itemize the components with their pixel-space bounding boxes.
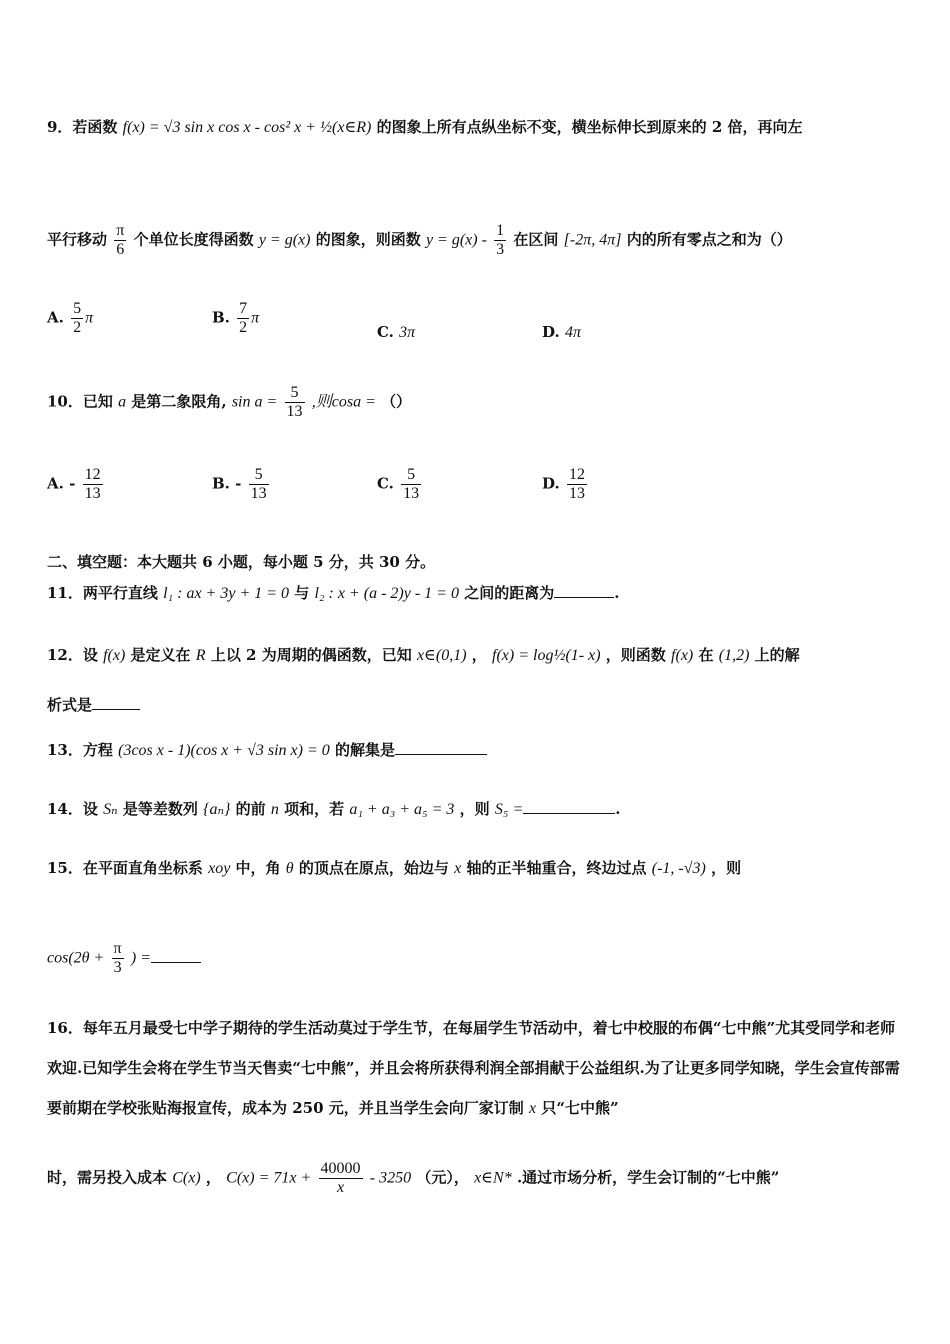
q14-t2: 的前 bbox=[235, 800, 266, 818]
q10-option-c-num: 5 bbox=[401, 466, 421, 485]
q9-g2-den: 3 bbox=[496, 241, 505, 258]
q9-text3: 个单位长度得函数 bbox=[133, 230, 254, 249]
q10-option-b-sign: - bbox=[235, 474, 242, 493]
q15-theta: θ bbox=[285, 860, 294, 877]
q9-option-b-num: 7 bbox=[239, 300, 248, 317]
q12-t2: 上以 2 为周期的偶函数，已知 bbox=[210, 646, 412, 664]
q16-cost-eq: C(x) = 71x + bbox=[226, 1169, 312, 1187]
q10-option-c-den: 13 bbox=[403, 485, 420, 502]
q15-t2: 的顶点在原点，始边与 bbox=[298, 859, 449, 877]
q16-text-6: .通过市场分析，学生会订制的“七中熊” bbox=[516, 1168, 780, 1187]
q12-expr: f(x) = log½(1- x) bbox=[492, 647, 601, 664]
q14-an: {aₙ} bbox=[203, 801, 231, 818]
q9-interval: [-2π, 4π] bbox=[563, 231, 622, 249]
q10-option-b[interactable] bbox=[212, 466, 271, 503]
q9-option-c[interactable] bbox=[377, 323, 415, 342]
q12-t4: ，则函数 bbox=[605, 646, 666, 664]
q9-text4: 的图象，则函数 bbox=[315, 230, 421, 249]
q10-text2: ,则cosa = bbox=[311, 393, 376, 411]
q9-g2-num: 1 bbox=[496, 222, 505, 239]
q9-option-b[interactable] bbox=[212, 300, 259, 337]
q11-answer-blank[interactable] bbox=[554, 583, 614, 598]
q12-domain: x∈(0,1) bbox=[416, 647, 467, 664]
q9-shift-den: 6 bbox=[116, 241, 125, 258]
q12-fx: f(x) bbox=[103, 647, 126, 664]
q10-option-a-den: 13 bbox=[84, 485, 101, 502]
q16-text-5: （元）， bbox=[416, 1168, 469, 1187]
q14-t4: ，则 bbox=[459, 800, 490, 818]
q13-tail: 的解集是 bbox=[335, 741, 396, 759]
q9-formula: f(x) = √3 sin x cos x - cos² x + ½(x∈R) bbox=[122, 119, 372, 136]
q9-option-d[interactable] bbox=[542, 323, 581, 342]
q10-option-a-frac bbox=[83, 466, 103, 503]
q10-option-b-den: 13 bbox=[250, 485, 267, 502]
q10-option-b-label: B. bbox=[212, 474, 230, 493]
q16-text-3: 时，需另投入成本 bbox=[47, 1168, 168, 1187]
q10-option-d-num: 12 bbox=[568, 466, 585, 483]
q16-text-4: ， bbox=[205, 1168, 221, 1187]
q10-number: 10．已知 bbox=[47, 392, 113, 411]
q15-t4: ，则 bbox=[711, 859, 742, 877]
q9-text2: 平行移动 bbox=[47, 230, 108, 249]
q12-number: 12．设 bbox=[47, 646, 98, 664]
q10-option-d-frac bbox=[567, 466, 587, 503]
question-9-line-1 bbox=[47, 116, 803, 137]
q10-option-a-num: 12 bbox=[84, 466, 101, 483]
q16-cost-den: x bbox=[336, 1179, 345, 1196]
q15-answer-blank[interactable] bbox=[151, 948, 201, 963]
q10-option-d-den: 13 bbox=[568, 485, 585, 502]
q11-line-1-eq: l₁ : ax + 3y + 1 = 0 bbox=[163, 585, 290, 602]
q9-shift-num: π bbox=[116, 222, 125, 239]
q10-sin-num: 5 bbox=[285, 384, 305, 403]
q12-R: R bbox=[195, 647, 206, 664]
q16-cost-num: 40000 bbox=[320, 1160, 361, 1177]
q15-expr-a: cos(2θ + bbox=[47, 949, 105, 967]
question-16-paragraph bbox=[47, 1008, 907, 1129]
q11-number: 11．两平行直线 bbox=[47, 584, 158, 602]
q12-t6: 上的解 bbox=[754, 646, 800, 664]
q14-condition: a₁ + a₃ + a₅ = 3 bbox=[349, 801, 455, 818]
q10-option-c-frac bbox=[401, 466, 421, 503]
q11-tail: 之间的距离为 bbox=[464, 584, 555, 602]
q9-option-a-num: 5 bbox=[73, 300, 82, 317]
question-13-line bbox=[47, 739, 487, 760]
q10-option-c[interactable] bbox=[377, 466, 423, 503]
q9-text: 的图象上所有点纵坐标不变，横坐标伸长到原来的 2 倍，再向左 bbox=[376, 118, 803, 136]
q10-alpha: a bbox=[118, 393, 127, 411]
q10-option-d[interactable] bbox=[542, 466, 589, 503]
q9-option-c-value: 3π bbox=[399, 324, 416, 341]
q14-Sn: Sₙ bbox=[103, 801, 118, 818]
q15-expr-b: ) = bbox=[130, 949, 151, 967]
q15-t3: 轴的正半轴重合，终边过点 bbox=[466, 859, 647, 877]
q11-line-2-eq: l₂ : x + (a - 2)y - 1 = 0 bbox=[314, 585, 459, 602]
q9-g2-fraction bbox=[494, 222, 506, 259]
q14-answer-blank[interactable] bbox=[523, 799, 615, 814]
q12-answer-blank[interactable] bbox=[92, 695, 140, 710]
question-9-line-2 bbox=[47, 222, 792, 259]
q9-option-b-den: 2 bbox=[239, 319, 248, 336]
q9-option-b-tail: π bbox=[251, 309, 260, 327]
q15-number: 15．在平面直角坐标系 bbox=[47, 859, 203, 877]
q14-end: . bbox=[615, 800, 621, 818]
q14-t3: 项和，若 bbox=[284, 800, 345, 818]
q16-text-1: 16．每年五月最受七中学子期待的学生活动莫过于学生节，在每届学生节活动中，着七中校服的布偶“七中熊”尤其受同学和老师欢迎.已知学生会将在学生节当天售卖“七中熊”，并且会将所获得利润全部捐献于公益组织.为了让更多同学知晓，学生会宣传部需要前期在学校张贴海报宣传，成本为 250 元，并且当学生会向厂家订制 bbox=[47, 1019, 900, 1117]
question-11-line bbox=[47, 582, 619, 603]
q16-Cx: C(x) bbox=[172, 1169, 201, 1187]
q10-option-c-label: C. bbox=[377, 474, 394, 493]
q10-paren: （） bbox=[381, 392, 412, 411]
q9-option-c-label: C. bbox=[377, 323, 394, 341]
q13-equation: (3cos x - 1)(cos x + √3 sin x) = 0 bbox=[118, 742, 330, 759]
q16-cost-tail: - 3250 bbox=[369, 1169, 412, 1187]
q15-x: x bbox=[454, 860, 462, 877]
q9-option-a-den: 2 bbox=[73, 319, 82, 336]
q9-option-d-label: D. bbox=[542, 323, 560, 341]
q10-option-a[interactable] bbox=[47, 466, 105, 503]
q13-number: 13．方程 bbox=[47, 741, 113, 759]
q9-option-b-frac bbox=[237, 300, 249, 337]
q16-cost-frac bbox=[319, 1160, 363, 1197]
section-2-heading: 二、填空题：本大题共 6 小题，每小题 5 分，共 30 分。 bbox=[47, 553, 436, 571]
q11-mid: 与 bbox=[294, 584, 310, 602]
q16-text-2: 只“七中熊” bbox=[541, 1099, 619, 1117]
question-16-line-cost bbox=[47, 1160, 779, 1197]
q10-option-a-sign: - bbox=[69, 474, 76, 493]
q10-sin-frac bbox=[285, 384, 305, 421]
q16-x: x bbox=[529, 1100, 537, 1117]
q10-option-b-frac bbox=[249, 466, 269, 503]
q12-t5: 在 bbox=[698, 646, 714, 664]
q9-option-a-label: A. bbox=[47, 308, 64, 327]
q14-n: n bbox=[270, 801, 279, 818]
q13-answer-blank[interactable] bbox=[395, 740, 487, 755]
q9-text6: 内的所有零点之和为（） bbox=[626, 230, 792, 249]
q14-t1: 是等差数列 bbox=[122, 800, 198, 818]
q12-line2: 析式是 bbox=[47, 696, 93, 714]
q15-expr-den: 3 bbox=[113, 959, 122, 976]
q15-xoy: xoy bbox=[208, 860, 231, 877]
q10-option-a-label: A. bbox=[47, 474, 64, 493]
question-12-line-1 bbox=[47, 644, 800, 665]
question-10-line bbox=[47, 384, 411, 421]
q14-S5: S₅ = bbox=[494, 801, 524, 818]
q12-t3: ， bbox=[471, 646, 487, 664]
q9-option-a-frac bbox=[71, 300, 83, 337]
q12-fx2: f(x) bbox=[671, 647, 694, 664]
question-14-line bbox=[47, 798, 620, 819]
q15-expr-frac bbox=[112, 940, 124, 977]
q10-sin-den: 13 bbox=[286, 403, 303, 420]
q14-number: 14．设 bbox=[47, 800, 98, 818]
q10-text1: 是第二象限角, bbox=[131, 392, 227, 411]
question-12-line-2 bbox=[47, 694, 140, 715]
q15-expr-num: π bbox=[113, 940, 122, 957]
q9-option-d-value: 4π bbox=[564, 324, 581, 341]
q11-end: . bbox=[614, 584, 620, 602]
q15-t1: 中，角 bbox=[235, 859, 281, 877]
q12-t1: 是定义在 bbox=[130, 646, 191, 664]
q12-interval: (1,2) bbox=[718, 647, 750, 664]
q9-option-a-tail: π bbox=[85, 309, 94, 327]
q10-option-b-num: 5 bbox=[249, 466, 269, 485]
q9-text5: 在区间 bbox=[513, 230, 559, 249]
q9-g2: y = g(x) - bbox=[425, 231, 487, 249]
q10-sin: sin a = bbox=[231, 393, 278, 411]
q9-g: y = g(x) bbox=[258, 231, 311, 249]
q9-number: 9．若函数 bbox=[47, 118, 118, 136]
q15-point: (-1, -√3) bbox=[651, 860, 706, 877]
question-15-line-1 bbox=[47, 857, 741, 878]
q16-domain: x∈N* bbox=[474, 1169, 512, 1187]
q10-option-d-label: D. bbox=[542, 474, 560, 493]
q9-shift-fraction bbox=[114, 222, 126, 259]
question-15-line-2 bbox=[47, 940, 201, 977]
q9-option-b-label: B. bbox=[212, 308, 230, 327]
q9-option-a[interactable] bbox=[47, 300, 93, 337]
